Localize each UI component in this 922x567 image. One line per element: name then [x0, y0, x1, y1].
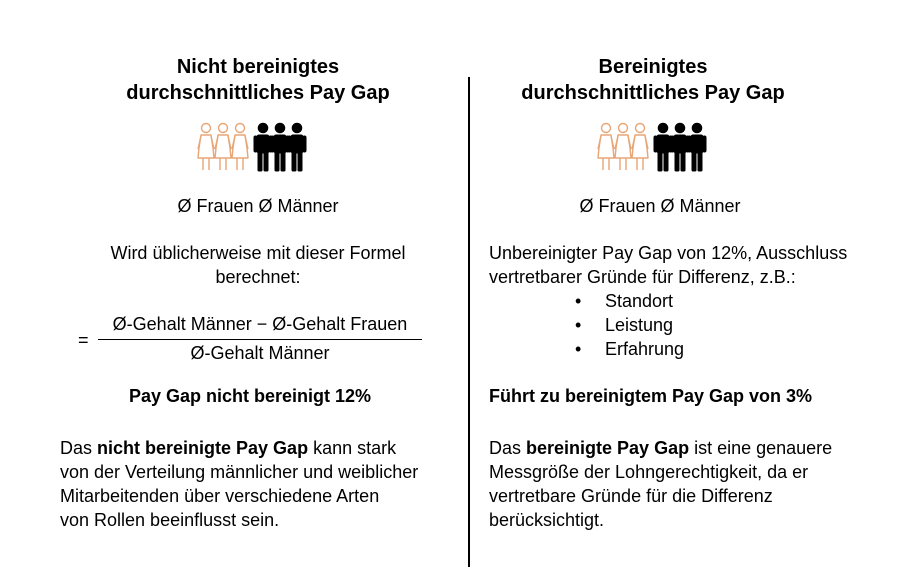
left-formula-intro-line1: Wird üblicherweise mit dieser Formel [110, 243, 406, 263]
formula-numerator: Ø-Gehalt Männer − Ø-Gehalt Frauen [112, 314, 408, 334]
reason-label: Erfahrung [605, 339, 685, 359]
left-desc-line4: von Rollen beeinflusst sein. [60, 510, 280, 530]
reason-item: • Standort [575, 291, 674, 311]
formula-fraction-bar [98, 339, 422, 340]
reason-label: Leistung [605, 315, 674, 335]
left-desc-line2: von der Verteilung männlicher und weiblicher [60, 462, 419, 482]
left-legend: Ø Frauen Ø Männer [177, 196, 339, 216]
right-title [483, 54, 823, 106]
reason-list [575, 289, 684, 361]
right-desc-line3: vertretbare Gründe für die Differenz [489, 486, 773, 506]
right-women-group-icon [597, 122, 649, 172]
right-intro-line1: Unbereinigter Pay Gap von 12%, Ausschluss [489, 243, 848, 263]
reason-item: • Erfahrung [575, 339, 685, 359]
right-intro-line2: vertretbarer Gründe für Differenz, z.B.: [489, 267, 796, 287]
right-title-line2: durchschnittliches Pay Gap [521, 82, 785, 104]
left-description [60, 436, 465, 532]
left-desc-post: kann stark [308, 438, 397, 458]
right-result: Führt zu bereinigtem Pay Gap von 3% [489, 386, 813, 406]
right-intro [489, 241, 909, 289]
reason-label: Standort [605, 291, 674, 311]
formula-equals: = [78, 330, 89, 350]
right-legend: Ø Frauen Ø Männer [579, 196, 741, 216]
left-formula-intro [58, 241, 458, 289]
right-description [489, 436, 909, 532]
right-desc-post: ist eine genauere [689, 438, 833, 458]
right-men-group-icon [653, 122, 707, 172]
left-title [58, 54, 458, 106]
reason-item: • Leistung [575, 315, 674, 335]
formula-denominator: Ø-Gehalt Männer [190, 343, 330, 363]
left-women-group-icon [197, 122, 249, 172]
right-desc-line2: Messgröße der Lohngerechtigkeit, da er [489, 462, 809, 482]
left-title-line2: durchschnittliches Pay Gap [126, 82, 390, 104]
right-title-line1: Bereinigtes [598, 56, 708, 78]
left-desc-bold: nicht bereinigte Pay Gap [97, 438, 309, 458]
right-desc-bold: bereinigte Pay Gap [526, 438, 690, 458]
left-desc-pre: Das [60, 438, 98, 458]
left-formula-intro-line2: berechnet: [215, 267, 301, 287]
right-desc-line4: berücksichtigt. [489, 510, 605, 530]
right-desc-pre: Das [489, 438, 527, 458]
left-men-group-icon [253, 122, 307, 172]
left-desc-line3: Mitarbeitenden über verschiedene Arten [60, 486, 380, 506]
left-result: Pay Gap nicht bereinigt 12% [128, 386, 372, 406]
column-divider [468, 77, 470, 567]
left-title-line1: Nicht bereinigtes [176, 56, 340, 78]
